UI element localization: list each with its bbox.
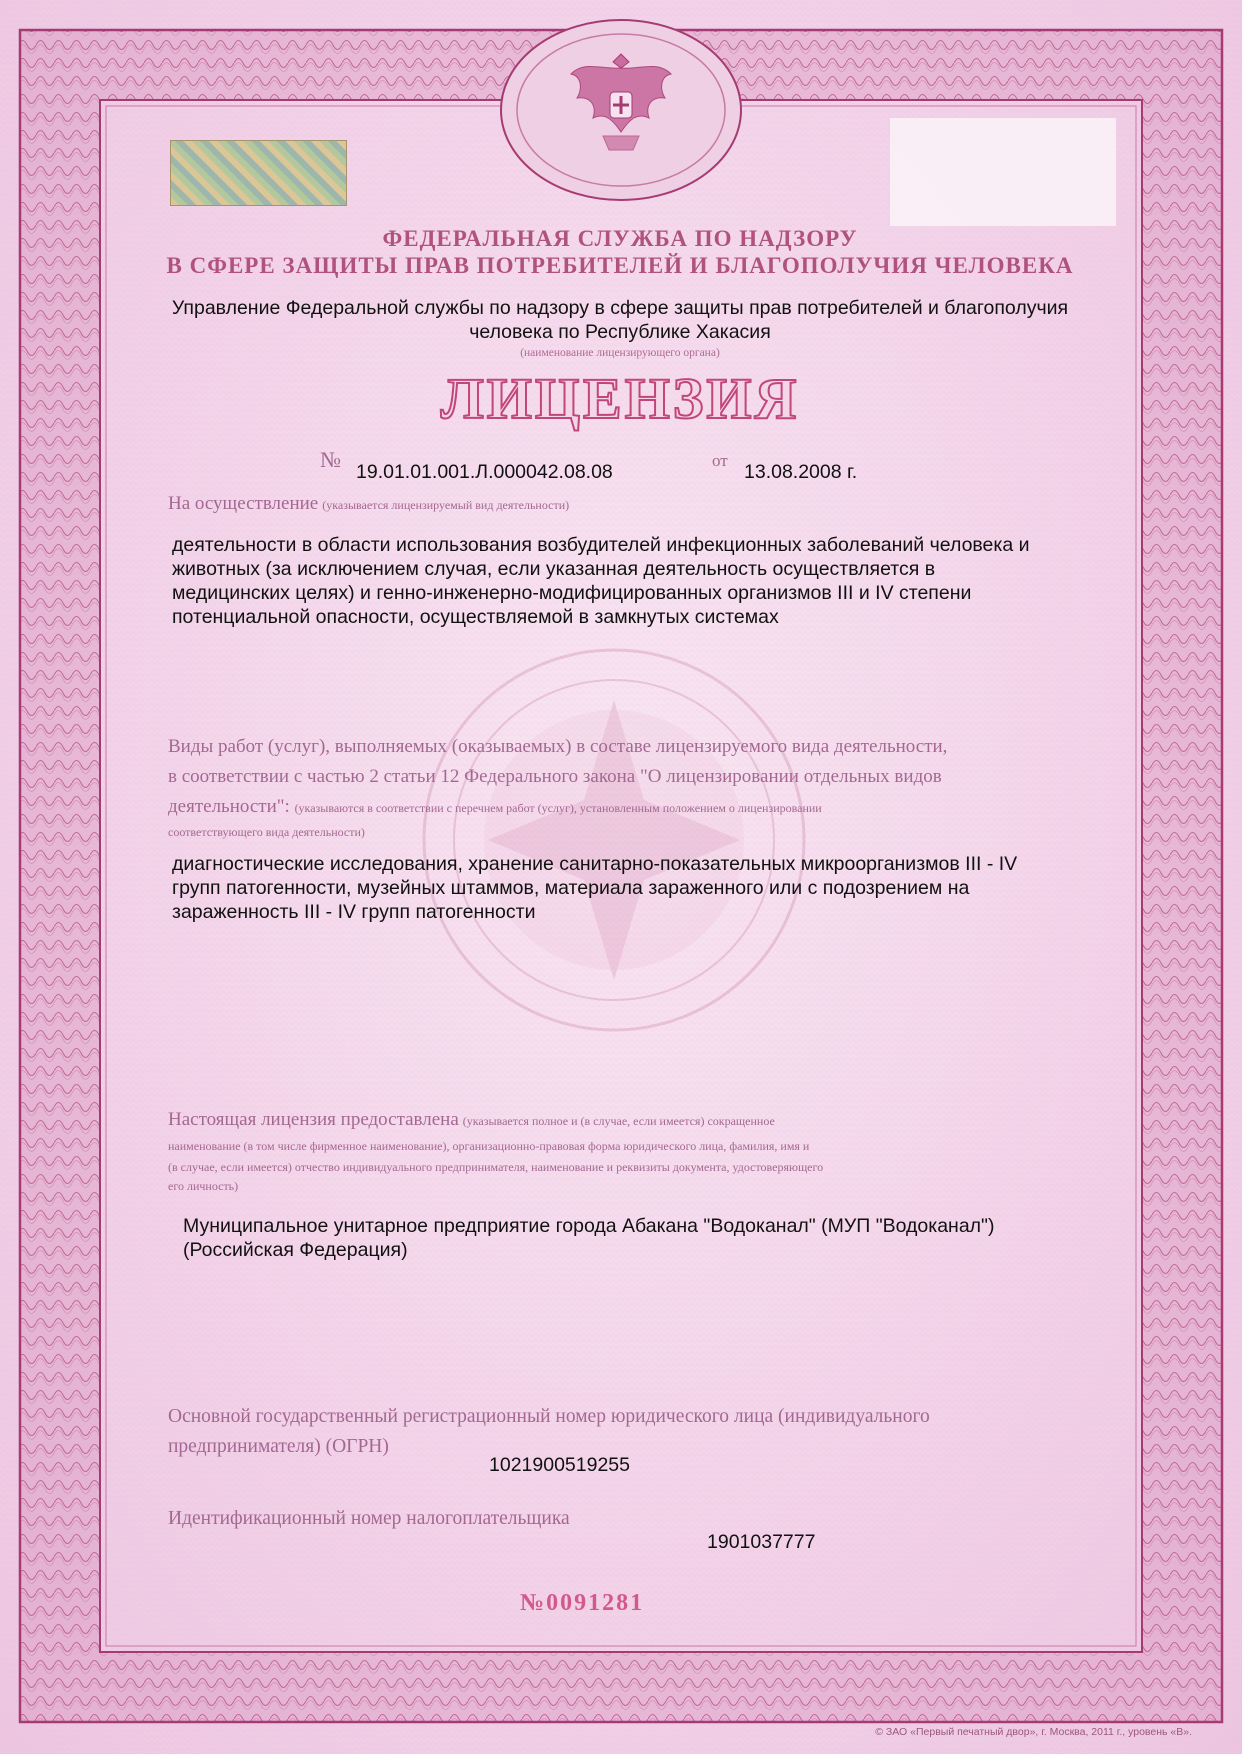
licensee-label: Настоящая лицензия предоставлена: [168, 1109, 459, 1130]
ogrn-label-line1: Основной государственный регистрационный номер юридического лица (индивидуального: [168, 1406, 930, 1427]
license-number-label: №: [320, 447, 341, 472]
works-label-line: в соответствии с частью 2 статьи 12 Федерального закона "О лицензировании отдельных видов: [168, 766, 942, 787]
licensee-caption-line4: его личность): [168, 1179, 239, 1193]
works-label-line3: деятельности":: [168, 796, 290, 817]
ogrn-label-line2: предпринимателя) (ОГРН): [168, 1436, 389, 1457]
works-caption-line1: (указываются в соответствии с перечнем работ (услуг), установленным положением о лицензировании: [294, 801, 822, 815]
activity-line: медицинских целях) и генно-инженерно-модифицированных организмов III и IV степени: [172, 582, 972, 604]
licensing-body-line2: человека по Республике Хакасия: [469, 321, 771, 343]
works-line: диагностические исследования, хранение санитарно-показательных микроорганизмов III - IV: [172, 853, 1018, 875]
licensing-body-line1: Управление Федеральной службы по надзору в сфере защиты прав потребителей и благополучия: [171, 297, 1069, 319]
activity-line: потенциальной опасности, осуществляемой в замкнутых системах: [172, 606, 779, 628]
agency-name-line1: ФЕДЕРАЛЬНАЯ СЛУЖБА ПО НАДЗОРУ: [382, 226, 858, 251]
licensee-line: Муниципальное унитарное предприятие города Абакана "Водоканал" (МУП "Водоканал"): [183, 1215, 995, 1237]
ogrn-value: 1021900519255: [489, 1454, 630, 1476]
inn-value: 1901037777: [707, 1531, 816, 1553]
blank-patch: [890, 118, 1116, 226]
inn-label: Идентификационный номер налогоплательщика: [168, 1508, 570, 1529]
double-headed-eagle-emblem-icon: [563, 40, 679, 160]
printer-note: © ЗАО «Первый печатный двор», г. Москва, 2011 г., уровень «В».: [875, 1726, 1192, 1738]
activity-heading: [168, 489, 569, 519]
licensee-caption-line1: (указывается полное и (в случае, если имеется) сокращенное: [462, 1114, 775, 1128]
works-heading: [168, 732, 1073, 841]
works-label-line: Виды работ (услуг), выполняемых (оказываемых) в составе лицензируемого вида деятельности,: [168, 736, 948, 757]
activity-caption: (указывается лицензируемый вид деятельности): [322, 498, 570, 512]
form-serial-number: №0091281: [520, 1590, 645, 1616]
licensee-line: (Российская Федерация): [183, 1239, 408, 1261]
agency-name-line2: В СФЕРЕ ЗАЩИТЫ ПРАВ ПОТРЕБИТЕЛЕЙ И БЛАГОПОЛУЧИЯ ЧЕЛОВЕКА: [166, 253, 1074, 278]
works-caption-line2: соответствующего вида деятельности): [168, 825, 365, 839]
licensing-body-caption: (наименование лицензирующего органа): [520, 347, 720, 359]
works-line: зараженность III - IV групп патогенности: [172, 901, 536, 923]
document-title: ЛИЦЕНЗИЯ: [440, 366, 800, 431]
works-text: [172, 852, 1092, 924]
license-number: 19.01.01.001.Л.000042.08.08: [356, 461, 613, 483]
licensee-text: [183, 1214, 1083, 1262]
works-line: групп патогенности, музейных штаммов, материала зараженного или с подозрением на: [172, 877, 970, 899]
license-date-label: от: [712, 451, 728, 470]
activity-line: деятельности в области использования возбудителей инфекционных заболеваний человека и: [172, 534, 1030, 556]
licensee-caption-line3: (в случае, если имеется) отчество индивидуального предпринимателя, наименование и реквизиты документа, удостоверяющего: [168, 1160, 824, 1174]
licensee-heading: [168, 1105, 1078, 1195]
licensee-caption-line2: наименование (в том числе фирменное наименование), организационно-правовая форма юридического лица, фамилия, имя и: [168, 1139, 810, 1153]
license-date: 13.08.2008 г.: [744, 461, 858, 483]
activity-text: [172, 533, 1092, 629]
hologram-sticker: [170, 140, 347, 206]
activity-line: животных (за исключением случая, если указанная деятельность осуществляется в: [172, 558, 936, 580]
activity-label: На осуществление: [168, 493, 319, 514]
